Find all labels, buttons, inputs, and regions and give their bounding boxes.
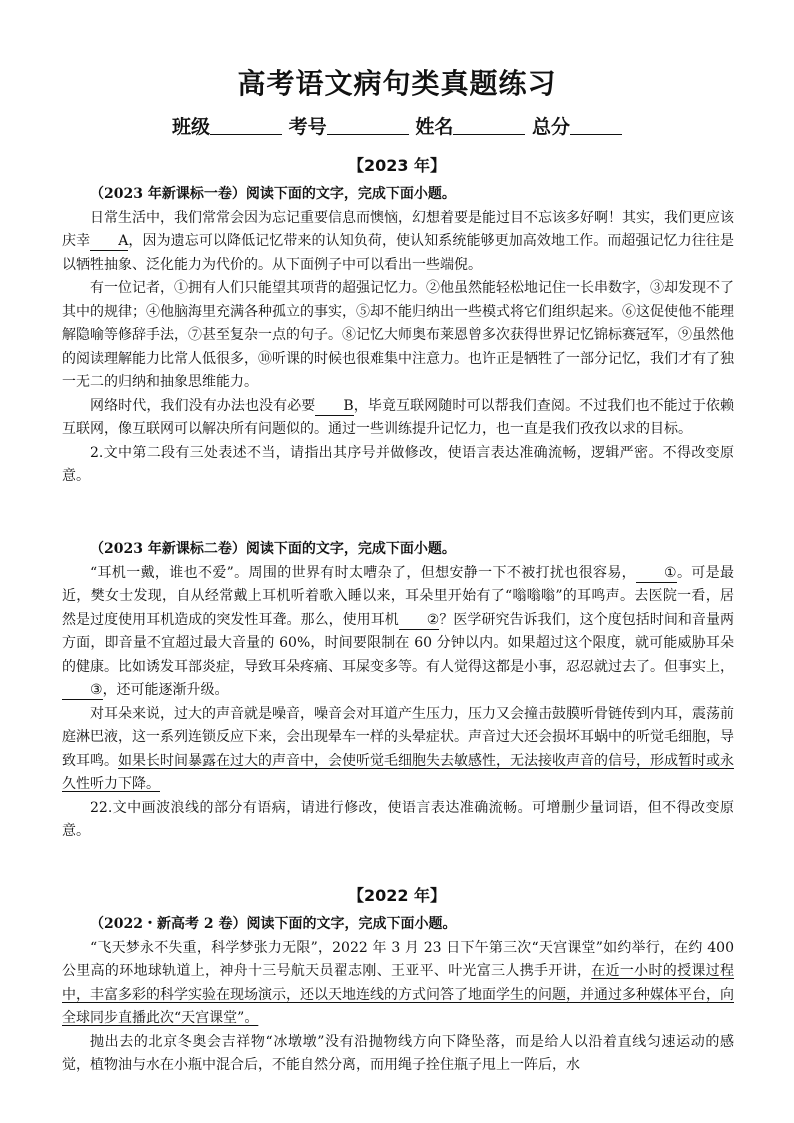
score-blank[interactable]: [570, 116, 622, 135]
passage-paragraph: 对耳朵来说，过大的声音就是噪音，噪音会对耳道产生压力，压力又会撞击鼓膜听骨链传到内耳，震荡前庭淋巴液，这一系列连锁反应下来，会出现晕车一样的头晕症状。声音过大还会损坏耳蜗中的听觉毛细胞，导致耳鸣。如果长时间暴露在过大的声音中，会使听觉毛细胞失去敏感性，无法接收声音的信号，形成暂时或永久性听力下降。: [62, 705, 734, 792]
score-label: 总分: [531, 116, 570, 138]
passage-paragraph: “飞天梦永不失重，科学梦张力无限”，2022 年 3 月 23 日下午第三次“天宫课堂”如约举行，在约 400 公里高的环地球轨道上，神舟十三号航天员翟志刚、王亚平、叶光富三人携手开讲，在近一小时的授课过程中，丰富多彩的科学实验在现场演示，还以天地连线的方式问答了地面学生的问题，并通过多种媒体平台，向全球同步直播此次“天宫课堂”。: [62, 939, 735, 1026]
year-heading-2022: 【2022 年】: [347, 886, 447, 905]
question-text: 22.文中画波浪线的部分有语病，请进行修改，使语言表达准确流畅。可增删少量词语，但不得改变原意。: [62, 799, 734, 839]
student-info-line: [0, 112, 794, 139]
wavy-underlined-sentence: 如果长时间暴露在过大的声音中，会使听觉毛细胞失去敏感性，无法接收声音的信号，形成暂时或永久性听力下降。: [62, 752, 734, 792]
blank-3: ③: [62, 681, 103, 700]
passage-paragraph: 有一位记者，①拥有人们只能望其项背的超强记忆力。②他虽然能轻松地记住一长串数字，③却发现不了其中的规律；④他脑海里充满各种孤立的事实，⑤却不能归纳出一些模式将它们组织起来。⑥这促使他不能理解隐喻等修辞手法，⑦甚至复杂一点的句子。⑧记忆大师奥布莱恩曾多次获得世界记忆锦标赛冠军，⑨虽然他的阅读理解能力比常人低很多，⑩听课的时候也很难集中注意力。也许正是牺牲了一部分记忆，我们才有了独一无二的归纳和抽象思维能力。: [62, 280, 734, 390]
passage-source: （2023 年新课标一卷）阅读下面的文字，完成下面小题。: [90, 186, 456, 202]
passage-paragraph: “耳机一戴，谁也不爱”。周围的世界有时太嘈杂了，但想安静一下不被打扰也很容易， ①。可是最近，樊女士发现，自从经常戴上耳机听着歌入睡以来，耳朵里开始有了“嗡嗡嗡”的耳鸣声。去医院一看，居然是过度使用耳机造成的突发性耳聋。那么，使用耳机 ②？医学研究告诉我们，这个度包括时间和音量两方面，即音量不宜超过最大音量的 60%，时间要限制在 60 分钟以内。如果超过这个限度，就可能威胁耳朵的健康。比如诱发耳部炎症，导致耳朵疼痛、耳屎变多等。有人觉得这都是小事，忍忍就过去了。但事实上，③，还可能逐渐升级。: [62, 564, 735, 698]
passage-2023-1: [62, 183, 734, 489]
passage-paragraph: 网络时代，我们没有办法也没有必要 B，毕竟互联网随时可以帮我们查阅。不过我们也不能过于依赖互联网，像互联网可以解决所有问题似的。通过一些训练提升记忆力，也一直是我们孜孜以求的目标。: [62, 397, 735, 437]
passage-source: （2023 年新课标二卷）阅读下面的文字，完成下面小题。: [90, 541, 456, 557]
year-heading-2023: 【2023 年】: [347, 156, 447, 175]
id-label: 考号: [288, 116, 327, 138]
passage-source: （2022・新高考 2 卷）阅读下面的文字，完成下面小题。: [90, 916, 457, 932]
class-blank[interactable]: [210, 116, 282, 135]
name-blank[interactable]: [453, 116, 525, 135]
blank-1: ①: [636, 564, 677, 583]
passage-paragraph: 抛出去的北京冬奥会吉祥物“冰墩墩”没有沿抛物线方向下降坠落，而是给人以沿着直线匀速运动的感觉，植物油与水在小瓶中混合后，不能自然分离，而用绳子拴住瓶子甩上一阵后，水: [62, 1033, 734, 1073]
question-text: 2.文中第二段有三处表述不当，请指出其序号并做修改，使语言表达准确流畅，逻辑严密。不得改变原意。: [62, 444, 734, 484]
name-label: 姓名: [415, 116, 454, 138]
blank-a: A: [90, 232, 128, 251]
class-label: 班级: [172, 116, 211, 138]
passage-2023-2: [62, 538, 734, 844]
blank-b: B: [315, 397, 353, 416]
page-title: 高考语文病句类真题练习: [237, 67, 557, 100]
blank-2: ②: [399, 611, 440, 630]
id-blank[interactable]: [327, 116, 409, 135]
passage-paragraph: 日常生活中，我们常常会因为忘记重要信息而懊恼，幻想着要是能过目不忘该多好啊！其实，我们更应该庆幸 A，因为遗忘可以降低记忆带来的认知负荷，使认知系统能够更加高效地工作。而超强记忆力往往是以牺牲抽象、泛化能力为代价的。从下面例子中可以看出一些端倪。: [62, 209, 735, 273]
passage-2022-1: [62, 913, 734, 1078]
wavy-underlined-sentence: 在近一小时的授课过程中，丰富多彩的科学实验在现场演示，还以天地连线的方式问答了地面学生的问题，并通过多种媒体平台，向全球同步直播此次“天宫课堂”。: [62, 963, 735, 1026]
